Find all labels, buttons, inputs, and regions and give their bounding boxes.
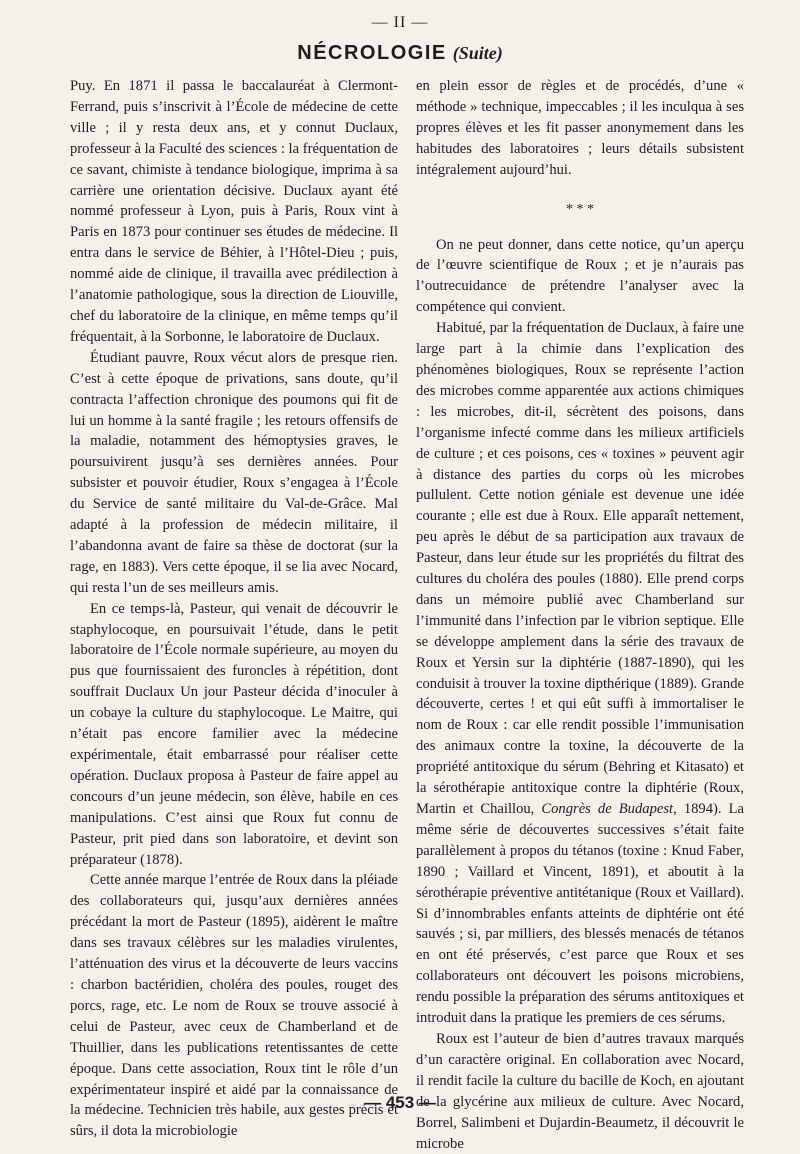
paragraph-text: Habitué, par la fréquentation de Duclaux, à faire une large part à la chimie dans l’explication des phénomènes biologiques, Roux se représente l’action des microbes comme apparentée aux actions chimiques : les microbes, dit-il, sécrètent des poisons, dans l’organisme infecté comme dans les milieux artificiels de culture ; et ces poisons, ces « toxines » peuvent agir à distance des parties du corps où les microbes pullulent. Cette notion géniale est devenue une idée courante ; elle est due à Roux. Elle apparaît nettement, peu après le début de sa participation aux travaux de Pasteur, dans leur étude sur les propriétés du filtrat des cultures du choléra des poules (1880). Elle prend corps dans un mémoire publié avec Chamberland sur l’immunité dans l’infection par le vibrion septique. Elle se développe amplement dans la série des travaux de Roux et Yersin sur la diphtérie (1887-1890), qui les conduisit à trouver la toxine dipthérique (1889). Grande découverte, certes ! et qui eût suffi à immortaliser le nom de Roux : car elle rendit possible l’immunisation des animaux contre la toxine, la découverte de la propriété antitoxique du sérum (Behring et Kitasato) et la sérothérapie antitoxique contre la diphtérie (Roux, Martin et Chaillou,	[416, 320, 744, 817]
section-separator: * * *	[566, 201, 594, 217]
section-heading	[0, 42, 800, 65]
left-column	[70, 76, 398, 1142]
paragraph: En ce temps-là, Pasteur, qui venait de découvrir le staphylocoque, en poursuivait l’étude, dans le petit laboratoire de l’École normale supérieure, au moyen du pus que fournissaient des furoncles à répétition, dont souffrait Duclaux Un jour Pasteur décida d’inoculer à un cobaye la culture du staphylocoque. Le Maitre, qui n’était pas encore familier avec la médecine expérimentale, était embarrassé pour réaliser cette opération. Duclaux proposa à Pasteur de faire appel au concours d’un jeune médecin, son élève, habile en ces manipulations. C’est ainsi que Roux fut connu de Pasteur, prit pied dans son laboratoire, et devint son préparateur (1878).	[70, 600, 398, 868]
paragraph: On ne peut donner, dans cette notice, qu’un aperçu de l’œuvre scientifique de Roux ; et je n’aurais pas l’outrecuidance de prétendre l’analyser avec la compétence qui convient.	[416, 236, 744, 316]
right-column	[416, 76, 744, 1154]
paragraph	[416, 318, 744, 1029]
paragraph: Étudiant pauvre, Roux vécut alors de presque rien. C’est à cette époque de privations, sans doute, qu’il contracta l’affection chronique des poumons qui fit de lui un homme à la santé fragile ; les retours offensifs de la maladie, notamment des hémoptysies graves, le poursuivirent jusqu’à ses dernières années. Pour subsister et pouvoir étudier, Roux s’engagea à l’École du Service de santé militaire du Val-de-Grâce. Mal adapté à la profession de médecin militaire, il l’abandonna avant de faire sa thèse de doctorat (sur la rage, en 1883). Vers cette époque, il se lia avec Nocard, qui resta l’un de ses meilleurs amis.	[70, 349, 398, 596]
page-number: — 453 —	[364, 1093, 436, 1112]
paragraph: en plein essor de règles et de procédés, d’une « méthode » technique, impeccables ; il les inculqua à ses propres élèves et les fit passer anonymement dans les habitudes des laboratoires ; leurs détails subsistent intégralement aujourd’hui.	[416, 78, 744, 178]
running-folio: — II —	[371, 14, 429, 31]
paragraph: Cette année marque l’entrée de Roux dans la pléiade des collaborateurs qui, jusqu’aux dernières années précédant la mort de Pasteur (1895), aidèrent le maître dans ses travaux célèbres sur les maladies virulentes, l’atténuation des virus et la découverte de leurs vaccins : charbon bactéridien, choléra des poules, rouget des porcs, rage, etc. Le nom de Roux se trouve associé à celui de Pasteur, avec ceux de Chamberland et de Thuillier, dans les publications retentissantes de cette époque. Dans cette association, Roux tint le rôle d’un expérimentateur inspiré et aidé par la connaissance de la médecine. Technicien très habile, aux gestes précis et sûrs, il dota la microbiologie	[70, 872, 398, 1140]
paragraph: Puy. En 1871 il passa le baccalauréat à Clermont-Ferrand, puis s’inscrivit à l’École de médecine de cette ville ; il y resta deux ans, et y connut Duclaux, professeur à la Faculté des sciences : la fréquentation de ce savant, chimiste à tendance biologique, imprima à sa carrière une orientation décisive. Duclaux ayant été nommé professeur à Lyon, puis à Paris, Roux vint à Paris en 1873 pour continuer ses études de médecine. Il entra dans le service de Béhier, à l’Hôtel-Dieu ; puis, nommé aide de clinique, il travailla avec prédilection à l’anatomie pathologique, sous la direction de Liouville, chef du laboratoire de la clinique, en même temps qu’il fréquentait, à la Sorbonne, le laboratoire de Duclaux.	[70, 78, 398, 345]
citation-title: Congrès de Budapest	[541, 801, 674, 817]
section-title-suite: (Suite)	[452, 43, 503, 63]
paragraph-text: , 1894). La même série de découvertes successives s’était faite parallèlement à propos du tétanos (toxine : Knud Faber, 1890 ; Vaillard et Vincent, 1891), et aboutit à la sérothérapie préventive antitétanique (Roux et Vaillard). Si d’innombrables enfants atteints de diphtérie ont été sauvés ; si, par milliers, des blessés menacés de tétanos en ont été préservés, c’est parce que Roux et ses collaborateurs ont découvert les poisons microbiens, rendu possible la préparation des sérums antitoxiques et introduit dans la pratique les premiers de ces sérums.	[416, 801, 744, 1027]
paragraph: Roux est l’auteur de bien d’autres travaux marqués d’un caractère original. En collaboration avec Nocard, il rendit facile la culture du bacille de Koch, en ajoutant de la glycérine aux milieux de culture. Avec Nocard, Borrel, Salimbeni et Dujardin-Beaumetz, il découvrit le microbe	[416, 1030, 744, 1152]
section-title: NÉCROLOGIE	[297, 42, 447, 64]
